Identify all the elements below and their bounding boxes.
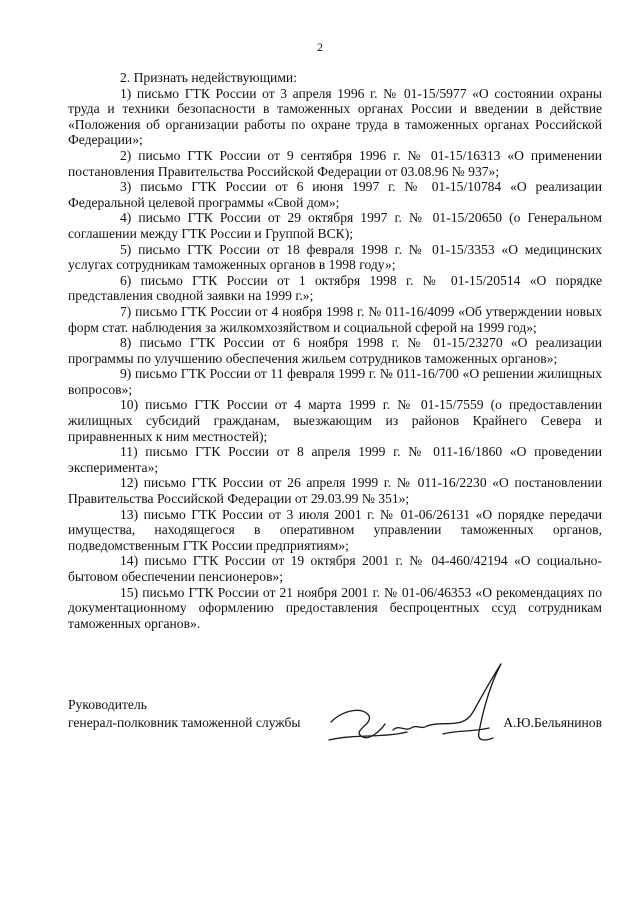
- list-item-14: 14) письмо ГТК России от 19 октября 2001 г. № 04-460/42194 «О социально-бытовом обеспечении пенсионеров»;: [68, 553, 602, 584]
- list-item-9: 9) письмо ГТК России от 11 февраля 1999 г. № 011-16/700 «О решении жилищных вопросов»;: [68, 366, 602, 397]
- list-item-7: 7) письмо ГТК России от 4 ноября 1998 г. № 011-16/4099 «Об утверждении новых форм стат. наблюдения за жилкомхозяйством и социальной сферой на 1999 год»;: [68, 303, 602, 335]
- list-item-12: 12) письмо ГТК России от 26 апреля 1999 г. № 011-16/2230 «О постановлении Правительства Российской Федерации от 29.03.99 № 351»;: [68, 475, 602, 507]
- list-item-6: 6) письмо ГТК России от 1 октября 1998 г. № 01-15/20514 «О порядке представления сводной заявки на 1999 г.»;: [68, 272, 602, 304]
- list-item-10: 10) письмо ГТК России от 4 марта 1999 г. № 01-15/7559 (о предоставлении жилищных субсидий гражданам, выезжающим из районов Крайнего Севера и приравненных к ним местностей);: [68, 397, 602, 444]
- list-item-3: 3) письмо ГТК России от 6 июня 1997 г. № 01-15/10784 «О реализации Федеральной целевой программы «Свой дом»;: [68, 179, 602, 210]
- list-item-1: 1) письмо ГТК России от 3 апреля 1996 г. № 01-15/5977 «О состоянии охраны труда и техники безопасности в таможенных органах России и введении в действие «Положения об организации работы по охране труда в таможенных органах Российской Федерации»;: [68, 85, 602, 148]
- list-item-5: 5) письмо ГТК России от 18 февраля 1998 г. № 01-15/3353 «О медицинских услугах сотрудникам таможенных органов в 1998 году»;: [68, 241, 602, 273]
- signatory-name: А.Ю.Бельянинов: [503, 715, 602, 730]
- list-item-2: 2) письмо ГТК России от 9 сентября 1996 г. № 01-15/16313 «О применении постановления Правительства Российской Федерации от 03.08.96 № 937»;: [68, 147, 602, 179]
- list-item-11: 11) письмо ГТК России от 8 апреля 1999 г. № 011-16/1860 «О проведении эксперимента»;: [68, 444, 602, 475]
- signatory-role: Руководитель: [68, 697, 147, 712]
- list-item-15: 15) письмо ГТК России от 21 ноября 2001 г. № 01-06/46353 «О рекомендациях по документационному оформлению предоставления беспроцентных ссуд сотрудникам таможенных органов».: [68, 584, 602, 631]
- section-heading: 2. Признать недействующими:: [120, 70, 297, 85]
- signatory-rank: генерал-полковник таможенной службы: [68, 715, 301, 730]
- handwritten-signature: [323, 660, 503, 750]
- signature-block: [68, 697, 602, 757]
- page-number: 2: [317, 40, 323, 54]
- body-text: [68, 70, 602, 631]
- list-item-13: 13) письмо ГТК России от 3 июля 2001 г. № 01-06/26131 «О порядке передачи имущества, находящегося в оперативном управлении таможенных органов, подведомственным ГТК России предприятиям»;: [68, 506, 602, 553]
- list-item-8: 8) письмо ГТК России от 6 ноября 1998 г. № 01-15/23270 «О реализации программы по улучшению обеспечения жильем сотрудников таможенных органов»;: [68, 335, 602, 366]
- list-item-4: 4) письмо ГТК России от 29 октября 1997 г. № 01-15/20650 (о Генеральном соглашении между ГТК России и Группой ВСК);: [68, 210, 602, 241]
